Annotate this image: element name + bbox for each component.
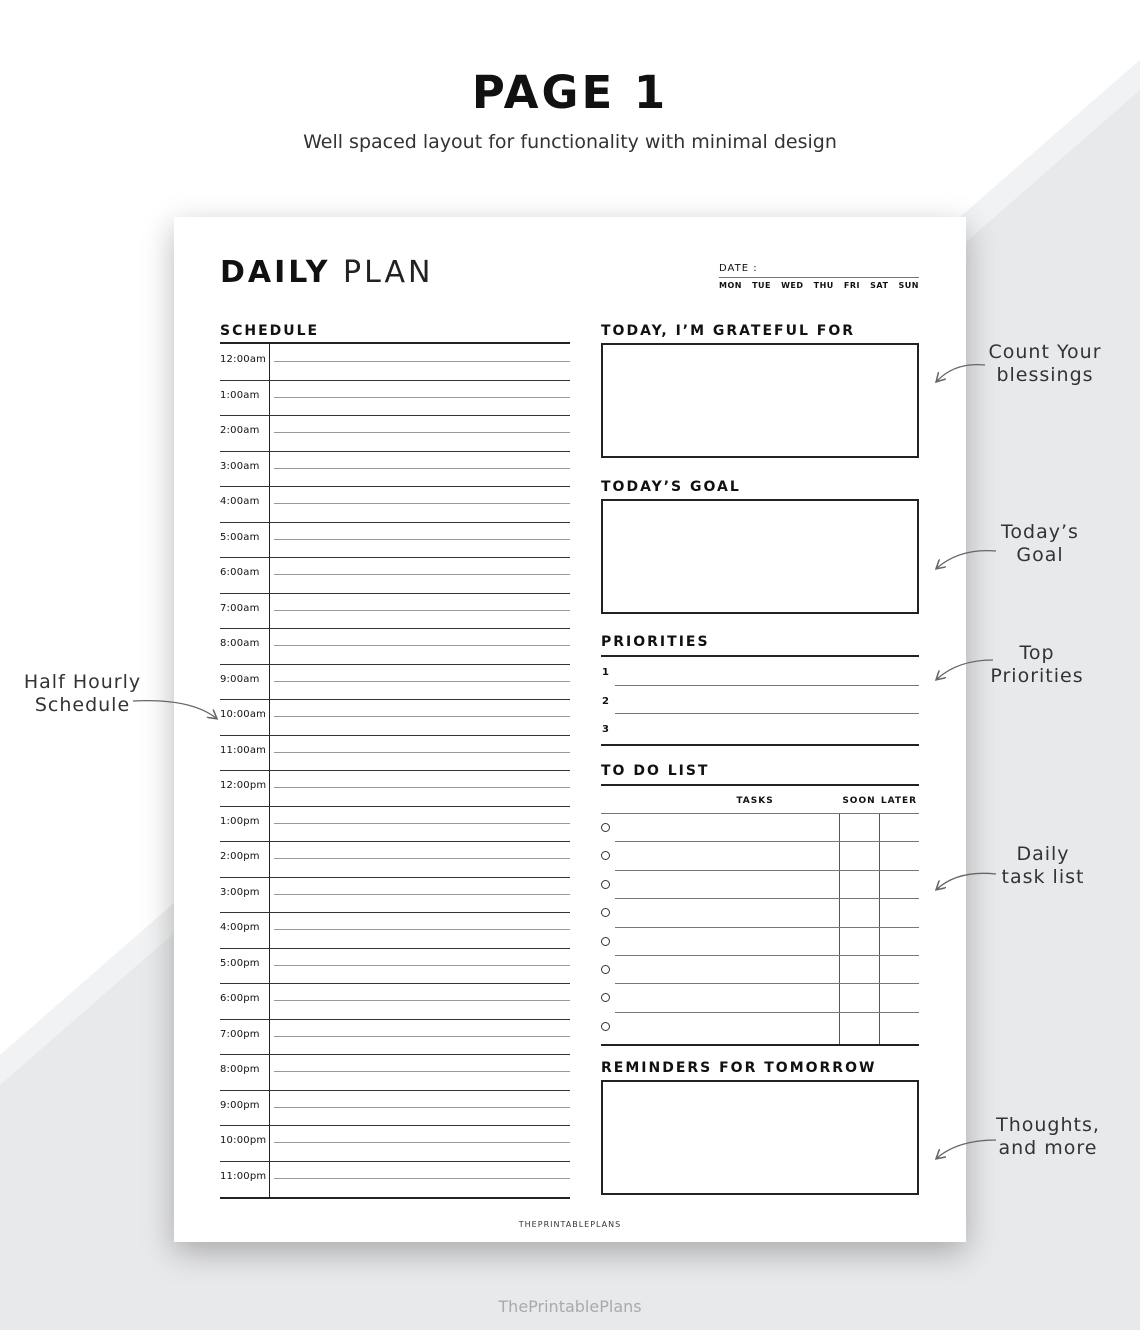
half-hour-line bbox=[274, 1142, 570, 1143]
priority-row[interactable] bbox=[601, 686, 919, 715]
priorities-title: PRIORITIES bbox=[601, 634, 710, 650]
grateful-box[interactable] bbox=[601, 343, 919, 458]
weekday-sun[interactable]: SUN bbox=[898, 281, 919, 290]
half-hour-line bbox=[274, 1000, 570, 1001]
goal-title: TODAY’S GOAL bbox=[601, 479, 741, 495]
reminders-box[interactable] bbox=[601, 1080, 919, 1195]
annotation-schedule bbox=[10, 671, 155, 717]
schedule-row[interactable] bbox=[220, 1019, 570, 1056]
annotation-priorities-line1: Top bbox=[1019, 642, 1055, 664]
annotation-goal-line2: Goal bbox=[1016, 544, 1064, 566]
reminders-title: REMINDERS FOR TOMORROW bbox=[601, 1060, 877, 1076]
half-hour-line bbox=[274, 1036, 570, 1037]
schedule-row[interactable] bbox=[220, 841, 570, 878]
todo-row[interactable] bbox=[601, 1013, 919, 1041]
half-hour-line bbox=[274, 787, 570, 788]
schedule-row[interactable] bbox=[220, 628, 570, 665]
schedule-row[interactable] bbox=[220, 380, 570, 417]
schedule-grid bbox=[220, 342, 570, 1199]
half-hour-line bbox=[274, 432, 570, 433]
schedule-row[interactable] bbox=[220, 912, 570, 949]
annotation-goal bbox=[960, 521, 1120, 567]
annotation-priorities bbox=[957, 642, 1117, 688]
priority-number: 3 bbox=[602, 724, 609, 735]
annotation-schedule-line2: Schedule bbox=[34, 694, 131, 716]
priority-number: 1 bbox=[602, 667, 609, 678]
half-hour-line bbox=[274, 752, 570, 753]
todo-row[interactable] bbox=[601, 928, 919, 956]
half-hour-line bbox=[274, 823, 570, 824]
weekday-fri[interactable]: FRI bbox=[843, 281, 861, 290]
half-hour-line bbox=[274, 1071, 570, 1072]
todo-row[interactable] bbox=[601, 984, 919, 1012]
weekday-row bbox=[719, 281, 919, 290]
brand-watermark: ThePrintablePlans bbox=[498, 1297, 642, 1316]
annotation-blessings bbox=[960, 341, 1130, 387]
schedule-time: 2:00am bbox=[220, 425, 260, 436]
todo-row[interactable] bbox=[601, 842, 919, 870]
annotation-thoughts-line2: and more bbox=[998, 1137, 1098, 1159]
annotation-schedule-line1: Half Hourly bbox=[23, 671, 142, 693]
date-line bbox=[719, 277, 919, 278]
schedule-time: 7:00pm bbox=[220, 1028, 260, 1040]
schedule-time: 8:00pm bbox=[220, 1064, 260, 1075]
schedule-row[interactable] bbox=[220, 1090, 570, 1127]
schedule-row[interactable] bbox=[220, 983, 570, 1020]
schedule-row[interactable] bbox=[220, 699, 570, 736]
schedule-time: 8:00am bbox=[220, 638, 260, 649]
schedule-time: 5:00am bbox=[220, 531, 260, 543]
schedule-time: 9:00am bbox=[220, 673, 260, 685]
todo-row[interactable] bbox=[601, 871, 919, 899]
date-label: DATE : bbox=[719, 263, 758, 274]
schedule-row[interactable] bbox=[220, 451, 570, 488]
half-hour-line bbox=[274, 574, 570, 575]
schedule-time: 7:00am bbox=[220, 602, 260, 614]
schedule-time: 11:00pm bbox=[220, 1170, 267, 1182]
schedule-row[interactable] bbox=[220, 557, 570, 594]
schedule-time: 6:00am bbox=[220, 567, 260, 578]
checkbox-circle-icon[interactable] bbox=[601, 993, 610, 1002]
schedule-time: 10:00pm bbox=[220, 1135, 267, 1146]
checkbox-circle-icon[interactable] bbox=[601, 908, 610, 917]
weekday-mon[interactable]: MON bbox=[719, 281, 742, 290]
checkbox-circle-icon[interactable] bbox=[601, 823, 610, 832]
schedule-row[interactable] bbox=[220, 735, 570, 772]
half-hour-line bbox=[274, 645, 570, 646]
planner-footer: THEPRINTABLEPLANS bbox=[518, 1220, 622, 1229]
schedule-time: 1:00am bbox=[220, 389, 260, 401]
half-hour-line bbox=[274, 858, 570, 859]
schedule-time: 10:00am bbox=[220, 709, 267, 720]
checkbox-circle-icon[interactable] bbox=[601, 1022, 610, 1031]
schedule-row[interactable] bbox=[220, 806, 570, 843]
schedule-row[interactable] bbox=[220, 522, 570, 559]
page-subheading: Well spaced layout for functionality with minimal design bbox=[303, 131, 837, 153]
schedule-time: 6:00pm bbox=[220, 993, 260, 1004]
weekday-thu[interactable]: THU bbox=[813, 281, 834, 290]
schedule-time: 12:00am bbox=[220, 354, 267, 365]
schedule-row[interactable] bbox=[220, 877, 570, 914]
planner-title-light: PLAN bbox=[343, 255, 434, 290]
checkbox-circle-icon[interactable] bbox=[601, 965, 610, 974]
half-hour-line bbox=[274, 539, 570, 540]
weekday-wed[interactable]: WED bbox=[781, 281, 804, 290]
schedule-time: 4:00am bbox=[220, 496, 260, 507]
planner-title-bold: DAILY bbox=[220, 255, 331, 290]
half-hour-line bbox=[274, 468, 570, 469]
schedule-row[interactable] bbox=[220, 486, 570, 523]
schedule-row[interactable] bbox=[220, 664, 570, 701]
schedule-time: 1:00pm bbox=[220, 815, 260, 827]
todo-header-tasks: TASKS bbox=[736, 796, 774, 806]
todo-title: TO DO LIST bbox=[601, 763, 710, 779]
annotation-blessings-line1: Count Your bbox=[988, 341, 1102, 363]
planner-title bbox=[220, 255, 433, 290]
todo-header-soon: SOON bbox=[842, 796, 876, 806]
schedule-time: 12:00pm bbox=[220, 780, 267, 791]
checkbox-circle-icon[interactable] bbox=[601, 937, 610, 946]
goal-box[interactable] bbox=[601, 499, 919, 614]
schedule-row[interactable] bbox=[220, 1054, 570, 1091]
priority-number: 2 bbox=[602, 695, 609, 707]
half-hour-line bbox=[274, 716, 570, 717]
schedule-time: 9:00pm bbox=[220, 1099, 260, 1111]
priority-row[interactable] bbox=[601, 714, 919, 743]
todo-row[interactable] bbox=[601, 814, 919, 842]
schedule-time: 11:00am bbox=[220, 744, 267, 756]
schedule-row[interactable] bbox=[220, 415, 570, 452]
half-hour-line bbox=[274, 1107, 570, 1108]
todo-list bbox=[601, 784, 919, 1046]
schedule-row[interactable] bbox=[220, 770, 570, 807]
todo-header-later: LATER bbox=[880, 796, 918, 806]
annotation-blessings-line2: blessings bbox=[996, 364, 1094, 386]
annotation-thoughts bbox=[968, 1114, 1128, 1160]
priority-row[interactable] bbox=[601, 657, 919, 686]
todo-row[interactable] bbox=[601, 956, 919, 984]
half-hour-line bbox=[274, 610, 570, 611]
schedule-row[interactable] bbox=[220, 1125, 570, 1162]
grateful-title: TODAY, I’M GRATEFUL FOR bbox=[601, 323, 856, 339]
annotation-tasks-line2: task list bbox=[1001, 866, 1085, 888]
annotation-tasks-line1: Daily bbox=[1016, 843, 1070, 865]
schedule-row[interactable] bbox=[220, 344, 570, 381]
schedule-time: 2:00pm bbox=[220, 851, 260, 862]
weekday-tue[interactable]: TUE bbox=[752, 281, 771, 290]
half-hour-line bbox=[274, 965, 570, 966]
schedule-time: 3:00am bbox=[220, 460, 260, 472]
schedule-time: 4:00pm bbox=[220, 922, 260, 933]
schedule-title: SCHEDULE bbox=[220, 323, 320, 339]
schedule-time: 5:00pm bbox=[220, 957, 260, 969]
checkbox-circle-icon[interactable] bbox=[601, 851, 610, 860]
half-hour-line bbox=[274, 681, 570, 682]
priorities-list bbox=[601, 655, 919, 746]
schedule-time: 3:00pm bbox=[220, 886, 260, 898]
half-hour-line bbox=[274, 894, 570, 895]
schedule-row[interactable] bbox=[220, 593, 570, 630]
page-heading: PAGE 1 bbox=[471, 66, 669, 119]
annotation-thoughts-line1: Thoughts, bbox=[996, 1114, 1100, 1136]
checkbox-circle-icon[interactable] bbox=[601, 880, 610, 889]
schedule-row[interactable] bbox=[220, 1161, 570, 1197]
planner-sheet bbox=[174, 217, 966, 1242]
annotation-priorities-line2: Priorities bbox=[990, 665, 1084, 687]
annotation-tasks bbox=[963, 843, 1123, 889]
half-hour-line bbox=[274, 397, 570, 398]
annotation-goal-line1: Today’s bbox=[1001, 521, 1079, 543]
half-hour-line bbox=[274, 1178, 570, 1179]
half-hour-line bbox=[274, 361, 570, 362]
half-hour-line bbox=[274, 503, 570, 504]
todo-row[interactable] bbox=[601, 899, 919, 927]
half-hour-line bbox=[274, 929, 570, 930]
weekday-sat[interactable]: SAT bbox=[870, 281, 889, 290]
schedule-row[interactable] bbox=[220, 948, 570, 985]
